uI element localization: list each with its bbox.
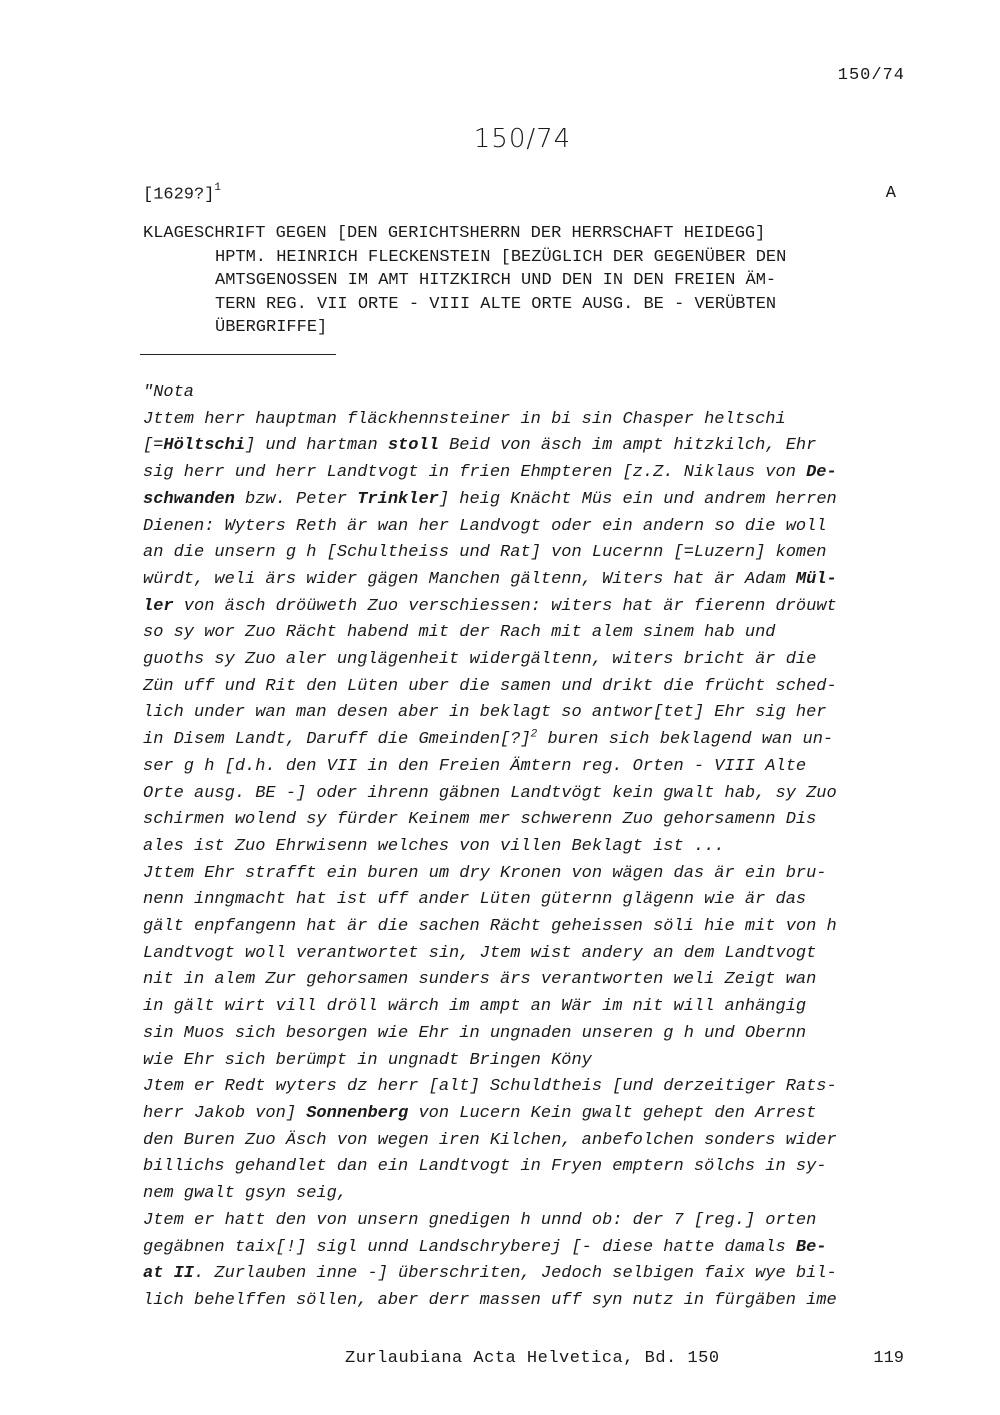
transcription-line xyxy=(143,807,908,834)
line-text: wie Ehr sich berümpt in ungnadt Bringen Köny xyxy=(143,1050,592,1070)
transcription-body xyxy=(143,380,908,1315)
line-text: in gält wirt vill dröll wärch im ampt an Wär im nit will anhängig xyxy=(143,997,807,1017)
transcription-line xyxy=(143,1101,908,1128)
line-text: an die unsern g h [Schultheiss und Rat] von Lucernn [=Luzern] komen xyxy=(143,543,827,563)
transcription-line xyxy=(143,1128,908,1155)
emphasized-name: at II xyxy=(143,1264,195,1284)
transcription-line xyxy=(143,540,908,567)
transcription-line xyxy=(143,1181,908,1208)
line-text: lich under wan man desen aber in beklagt so antwor[tet] Ehr sig her xyxy=(143,703,827,723)
emphasized-name: schwanden xyxy=(143,489,235,509)
line-text: Jtem er hatt den von unsern gnedigen h unnd ob: der 7 [reg.] orten xyxy=(143,1210,817,1230)
emphasized-name: Trinkler xyxy=(357,489,439,509)
heading-continuation-line: TERN REG. VII ORTE - VIII ALTE ORTE AUSG. BE - VERÜBTEN xyxy=(215,294,777,314)
line-text: so sy wor Zuo Rächt habend mit der Rach mit alem sinem hab und xyxy=(143,623,776,643)
transcription-line xyxy=(143,567,908,594)
footer-page-number: 119 xyxy=(873,1349,904,1368)
line-text: schirmen wolend sy fürder Keinem mer schwerenn Zuo gehorsamenn Dis xyxy=(143,810,817,830)
emphasized-name: De- xyxy=(806,463,837,483)
line-text: ales ist Zuo Ehrwisenn welches von villen Beklagt ist ... xyxy=(143,836,725,856)
document-number-title: 150/74 xyxy=(473,124,572,154)
transcription-line xyxy=(143,861,908,888)
transcription-line xyxy=(143,1154,908,1181)
line-text: Jtem er Redt wyters dz herr [alt] Schuldtheis [und derzeitiger Rats- xyxy=(143,1077,837,1097)
transcription-line xyxy=(143,1261,908,1288)
transcription-line xyxy=(143,967,908,994)
line-text: . Zurlauben inne -] überschriten, Jedoch selbigen faix wye bil- xyxy=(194,1264,837,1284)
line-text: bzw. Peter xyxy=(234,489,358,509)
document-date xyxy=(143,184,221,205)
line-text: Landtvogt woll verantwortet sin, Jtem wist andery an dem Landtvogt xyxy=(143,943,817,963)
heading-continuation-line: AMTSGENOSSEN IM AMT HITZKIRCH UND DEN IN DEN FREIEN ÄM- xyxy=(215,271,777,290)
transcription-line xyxy=(143,834,908,861)
line-text: buren sich beklagend wan un- xyxy=(537,730,834,750)
line-text: [= xyxy=(143,436,164,456)
transcription-line xyxy=(143,727,908,754)
transcription-line xyxy=(143,620,908,647)
line-text: den Buren Zuo Äsch von wegen iren Kilchen, anbefolchen sonders wider xyxy=(143,1130,837,1150)
transcription-line xyxy=(143,433,908,460)
line-text: ] heig Knächt Müs ein und andrem herren xyxy=(438,489,837,509)
emphasized-name: ler xyxy=(143,596,174,616)
line-text: Beid von äsch im ampt hitzkilch, Ehr xyxy=(438,436,817,456)
transcription-line xyxy=(143,1074,908,1101)
transcription-line xyxy=(143,460,908,487)
transcription-line xyxy=(143,674,908,701)
transcription-line xyxy=(143,994,908,1021)
line-text: billichs gehandlet dan ein Landtvogt in Fryen emptern sölchs in sy- xyxy=(143,1157,827,1177)
transcription-line xyxy=(143,700,908,727)
line-text: von äsch dröüweth Zuo verschiessen: witers hat är fierenn dröuwt xyxy=(173,596,837,616)
document-type-marker: A xyxy=(885,184,896,203)
line-text: gält enpfangenn hat är die sachen Rächt geheissen söli hie mit von h xyxy=(143,917,837,937)
line-text: nenn inngmacht hat ist uff ander Lüten güternn glägenn wie är das xyxy=(143,890,807,910)
transcription-line xyxy=(143,1208,908,1235)
line-text: ] und hartman xyxy=(245,436,388,456)
footnote-marker: 2 xyxy=(530,728,538,741)
transcription-line xyxy=(143,647,908,674)
transcription-line xyxy=(143,887,908,914)
line-text: Orte ausg. BE -] oder ihrenn gäbnen Landtvögt kein gwalt hab, sy Zuo xyxy=(143,783,837,803)
line-text: Jttem Ehr strafft ein buren um dry Kronen von wägen das är ein bru- xyxy=(143,863,827,883)
transcription-line xyxy=(143,781,908,808)
section-divider xyxy=(140,354,336,355)
transcription-line xyxy=(143,1288,908,1315)
date-footnote-marker: 1 xyxy=(214,182,222,194)
line-text: würdt, weli ärs wider gägen Manchen gältenn, Witers hat är Adam xyxy=(143,569,796,589)
transcription-line xyxy=(143,754,908,781)
line-text: ser g h [d.h. den VII in den Freien Ämtern reg. Orten - VIII Alte xyxy=(143,756,807,776)
line-text: nit in alem Zur gehorsamen sunders ärs verantworten weli Zeigt wan xyxy=(143,970,817,990)
transcription-line xyxy=(143,407,908,434)
transcription-line xyxy=(143,514,908,541)
line-text: in Disem Landt, Daruff die Gmeinden[?] xyxy=(143,730,531,750)
footer-journal-title: Zurlaubiana Acta Helvetica, Bd. 150 xyxy=(345,1349,720,1368)
line-text: von Lucern Kein gwalt gehept den Arrest xyxy=(408,1103,817,1123)
transcription-line xyxy=(143,941,908,968)
running-header-ref: 150/74 xyxy=(837,66,905,85)
transcription-line xyxy=(143,487,908,514)
heading-first-line: KLAGESCHRIFT GEGEN [DEN GERICHTSHERRN DER HERRSCHAFT HEIDEGG] xyxy=(143,224,766,243)
emphasized-name: stoll xyxy=(387,436,439,456)
transcription-line xyxy=(143,1021,908,1048)
heading-continuation-line: ÜBERGRIFFE] xyxy=(215,318,328,337)
emphasized-name: Mül- xyxy=(795,569,837,589)
line-text: lich behelffen söllen, aber derr massen uff syn nutz in fürgäben ime xyxy=(143,1290,837,1310)
document-heading xyxy=(143,222,903,340)
transcription-line xyxy=(143,914,908,941)
transcription-line xyxy=(143,1048,908,1075)
line-text: guoths sy Zuo aler unglägenheit widergältenn, witers bricht är die xyxy=(143,650,817,670)
transcription-line xyxy=(143,1235,908,1262)
transcription-line xyxy=(143,380,908,407)
transcription-line xyxy=(143,594,908,621)
line-text: herr Jakob von] xyxy=(143,1103,307,1123)
emphasized-name: Sonnenberg xyxy=(306,1103,409,1123)
emphasized-name: Be- xyxy=(795,1237,827,1257)
line-text: Dienen: Wyters Reth är wan her Landvogt oder ein andern so die woll xyxy=(143,516,827,536)
line-text: sin Muos sich besorgen wie Ehr in ungnaden unseren g h und Obernn xyxy=(143,1023,807,1043)
emphasized-name: Höltschi xyxy=(163,436,246,456)
heading-continuation-line: HPTM. HEINRICH FLECKENSTEIN [BEZÜGLICH DER GEGENÜBER DEN xyxy=(215,247,787,267)
line-text: sig herr und herr Landtvogt in frien Ehmpteren [z.Z. Niklaus von xyxy=(143,463,807,483)
line-text: gegäbnen taix[!] sigl unnd Landschryberej [- diese hatte damals xyxy=(143,1237,796,1257)
line-text: Zün uff und Rit den Lüten uber die samen und drikt die frücht sched- xyxy=(143,676,837,696)
date-text: [1629?] xyxy=(143,185,215,205)
line-text: Jttem herr hauptman fläckhennsteiner in bi sin Chasper heltschi xyxy=(143,409,786,429)
line-text: "Nota xyxy=(143,383,195,402)
line-text: nem gwalt gsyn seig, xyxy=(143,1184,348,1204)
